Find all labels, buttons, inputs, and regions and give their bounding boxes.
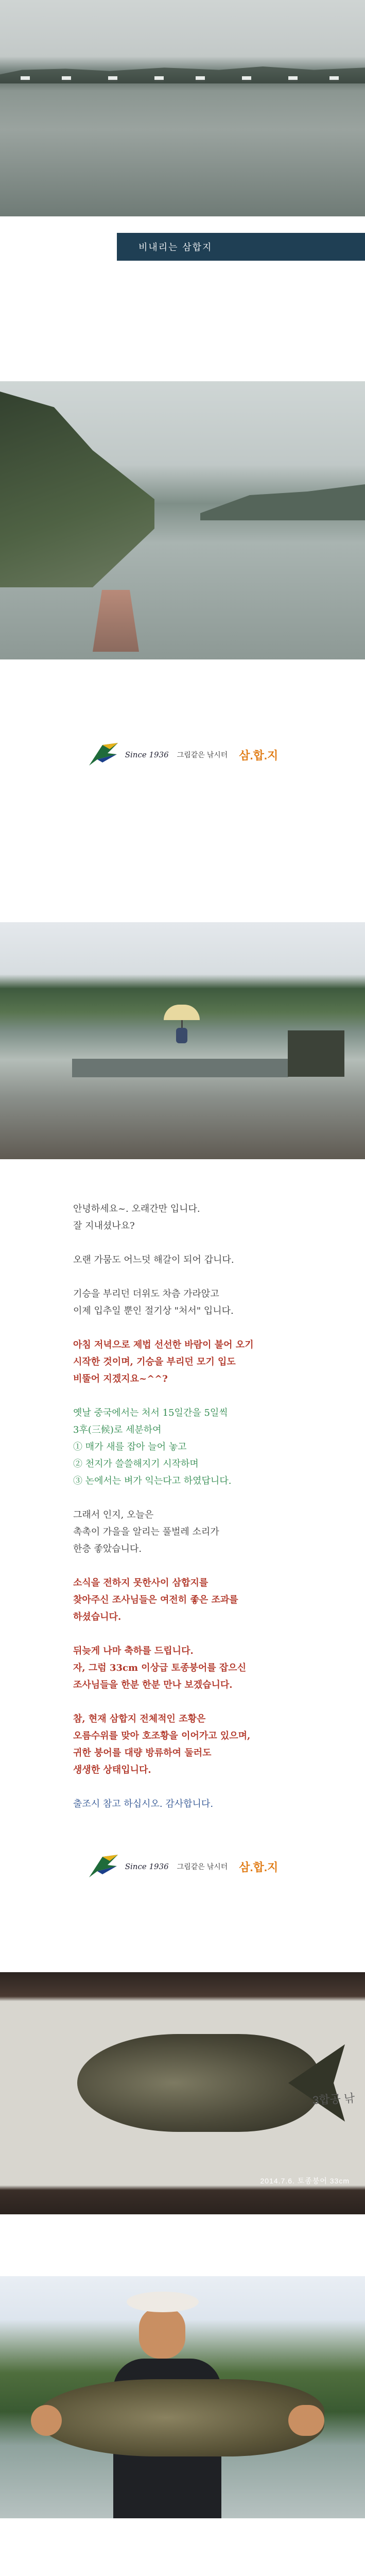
dock bbox=[93, 590, 139, 652]
right-hill bbox=[200, 484, 365, 520]
letter-body bbox=[0, 1159, 365, 1812]
angler-figure bbox=[176, 1028, 187, 1043]
crucian-carp bbox=[36, 2379, 324, 2456]
brand-logo bbox=[87, 1854, 279, 1879]
angler-holding-fish-photo bbox=[0, 2276, 365, 2518]
shoreline bbox=[0, 61, 365, 83]
paragraph: 아침 저녁으로 제법 선선한 바람이 불어 오기 시작한 것이며, 기승을 부리던 모기 입도 비뚤어 지겠지요~^^? bbox=[73, 1340, 254, 1384]
paragraph: 오랜 가뭄도 어느덧 해갈이 되어 갑니다. bbox=[73, 1255, 234, 1265]
board-lettering: 3합공 낚 bbox=[312, 2091, 355, 2107]
paragraph: 소식을 전하지 못한사이 삼합지를 찾아주신 조사님들은 여전히 좋은 조과를 하셨습니다. bbox=[73, 1578, 238, 1622]
angler-face bbox=[139, 2307, 185, 2359]
angler-lake-photo bbox=[0, 922, 365, 1159]
since-text: Since 1936 bbox=[125, 1862, 169, 1871]
angler-hat bbox=[127, 2292, 199, 2312]
brand-name: 삼.합.지 bbox=[239, 749, 279, 762]
post-title: 비내리는 삼합지 bbox=[117, 233, 365, 261]
left-hand bbox=[31, 2405, 62, 2436]
crucian-carp bbox=[77, 2034, 319, 2132]
rainy-lake-photo bbox=[0, 381, 365, 659]
left-hill bbox=[0, 392, 154, 587]
brand-logo bbox=[87, 742, 279, 768]
flag-icon bbox=[87, 1854, 120, 1879]
logo-banner-2 bbox=[0, 1833, 365, 1900]
paragraph: 뒤늦게 나마 축하를 드립니다. 자, 그럼 33cm 이상급 토종붕어를 잡으신 조사님들을 한분 한분 만나 보겠습니다. bbox=[73, 1646, 247, 1690]
right-hand bbox=[288, 2405, 324, 2436]
slogan-text: 그림같은 낚시터 bbox=[177, 751, 228, 759]
flag-icon bbox=[87, 742, 120, 768]
since-text: Since 1936 bbox=[125, 750, 169, 759]
paragraph: 그래서 인지, 오늘은 촉촉이 가을을 알리는 풀벌레 소리가 한층 좋았습니다. bbox=[73, 1510, 219, 1554]
title-band bbox=[0, 216, 365, 283]
fish-measure-photo bbox=[0, 1972, 365, 2214]
fishing-platform bbox=[72, 1059, 288, 1077]
brand-name: 삼.합.지 bbox=[239, 1860, 279, 1874]
photo-caption: 2014.7.6. 토종붕어 33cm bbox=[260, 2177, 350, 2185]
paragraph: 출조시 참고 하십시오. 감사합니다. bbox=[73, 1799, 214, 1809]
slogan-text: 그림같은 낚시터 bbox=[177, 1862, 228, 1871]
foggy-lake-photo bbox=[0, 0, 365, 216]
paragraph: 옛날 중국에서는 처서 15일간을 5일씩 3후(三候)로 세분하여 ① 매가 새를 잡아 늘어 놓고 ② 천지가 쓸쓸해지기 시작하며 ③ 논에서는 벼가 익는다고 하였답니다. bbox=[73, 1408, 232, 1486]
logo-banner bbox=[0, 721, 365, 788]
shed bbox=[288, 1030, 344, 1077]
paragraph: 안녕하세요~. 오래간만 입니다. 잘 지내셨나요? bbox=[73, 1204, 200, 1231]
umbrella bbox=[164, 1005, 200, 1020]
paragraph: 기승을 부리던 더위도 차츰 가라앉고 이제 입추일 뿐인 절기상 "처서" 입니다. bbox=[73, 1289, 234, 1316]
paragraph: 참, 현재 삼합지 전체적인 조황은 오름수위를 맞아 호조황을 이어가고 있으며, 귀한 붕어를 대량 방류하여 둘러도 생생한 상태입니다. bbox=[73, 1714, 251, 1775]
